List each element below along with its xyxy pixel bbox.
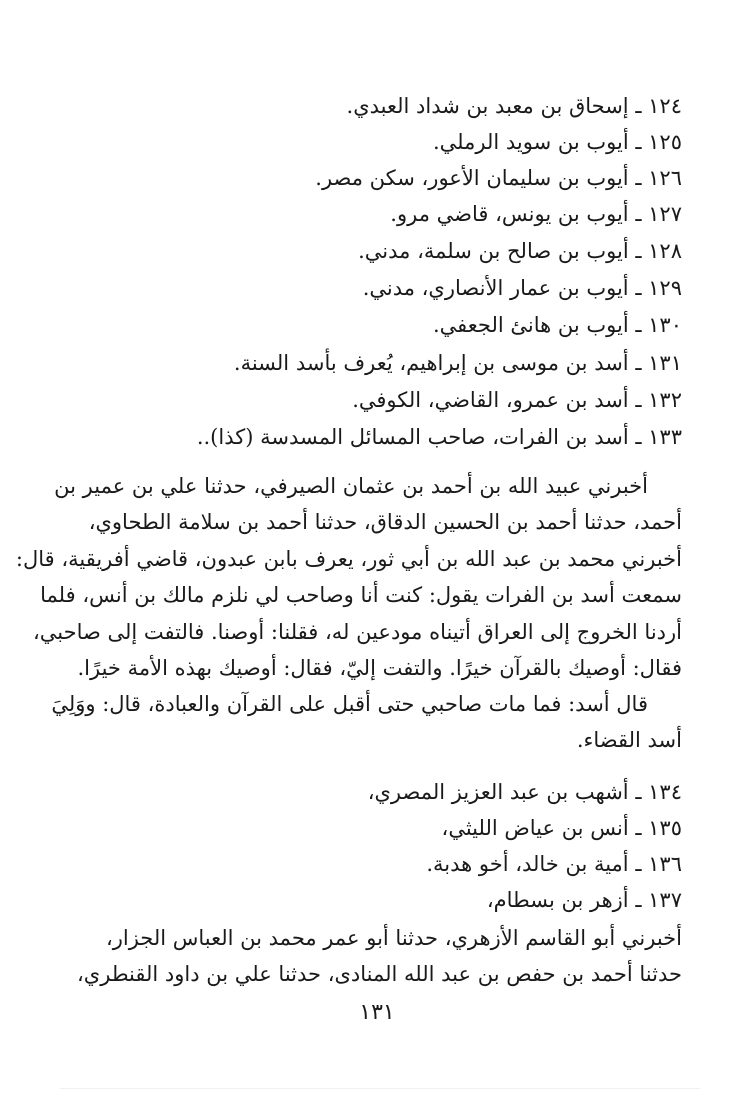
paragraph-line: حدثنا أحمد بن حفص بن عبد الله المنادى، حدثنا علي بن داود القنطري،	[77, 962, 682, 987]
entry-129: ١٢٩ ـ أيوب بن عمار الأنصاري، مدني.	[362, 276, 682, 300]
entry-131: ١٣١ ـ أسد بن موسى بن إبراهيم، يُعرف بأسد السنة.	[233, 351, 682, 375]
entry-128: ١٢٨ ـ أيوب بن صالح بن سلمة، مدني.	[358, 239, 682, 263]
entry-135: ١٣٥ ـ أنس بن عياض الليثي،	[441, 816, 682, 840]
page-edge-divider	[60, 1088, 700, 1089]
entry-125: ١٢٥ ـ أيوب بن سويد الرملي.	[432, 130, 682, 154]
entry-127: ١٢٧ ـ أيوب بن يونس، قاضي مرو.	[390, 202, 682, 226]
entry-132: ١٣٢ ـ أسد بن عمرو، القاضي، الكوفي.	[352, 388, 682, 412]
narration-paragraph-2	[51, 686, 682, 759]
entry-134: ١٣٤ ـ أشهب بن عبد العزيز المصري،	[367, 780, 682, 804]
page-number: ١٣١	[359, 1000, 395, 1025]
paragraph-line: أسد القضاء.	[576, 728, 682, 753]
paragraph-line: سمعت أسد بن الفرات يقول: كنت أنا وصاحب لي نلزم مالك بن أنس، فلما	[40, 583, 682, 608]
entry-126: ١٢٦ ـ أيوب بن سليمان الأعور، سكن مصر.	[315, 166, 682, 190]
paragraph-line: أخبرني أبو القاسم الأزهري، حدثنا أبو عمر محمد بن العباس الجزار،	[105, 926, 682, 950]
entry-137: ١٣٧ ـ أزهر بن بسطام،	[486, 888, 682, 912]
entry-130: ١٣٠ ـ أيوب بن هانئ الجعفي.	[432, 313, 682, 337]
paragraph-line: أحمد، حدثنا أحمد بن الحسين الدقاق، حدثنا أحمد بن سلامة الطحاوي،	[88, 510, 682, 535]
paragraph-line: أردنا الخروج إلى العراق أتيناه مودعين له، فقلنا: أوصنا. فالتفت إلى صاحبي،	[32, 619, 682, 644]
paragraph-line: فقال: أوصيك بالقرآن خيرًا. والتفت إليّ، فقال: أوصيك بهذه الأمة خيرًا.	[77, 656, 682, 681]
paragraph-line: أخبرني عبيد الله بن أحمد بن عثمان الصيرفي، حدثنا علي بن عمير بن	[54, 474, 648, 498]
narration-paragraph-3	[72, 920, 682, 993]
paragraph-line: قال أسد: فما مات صاحبي حتى أقبل على القرآن والعبادة، قال: ووَلِيَ	[51, 692, 648, 716]
narration-paragraph-1	[15, 468, 682, 686]
entry-133: ١٣٣ ـ أسد بن الفرات، صاحب المسائل المسدسة (كذا)..	[196, 425, 682, 449]
entry-124: ١٢٤ ـ إسحاق بن معبد بن شداد العبدي.	[346, 94, 682, 118]
entry-136: ١٣٦ ـ أمية بن خالد، أخو هدبة.	[426, 852, 682, 876]
paragraph-line: أخبرني محمد بن عبد الله بن أبي ثور، يعرف بابن عبدون، قاضي أفريقية، قال:	[15, 546, 682, 571]
